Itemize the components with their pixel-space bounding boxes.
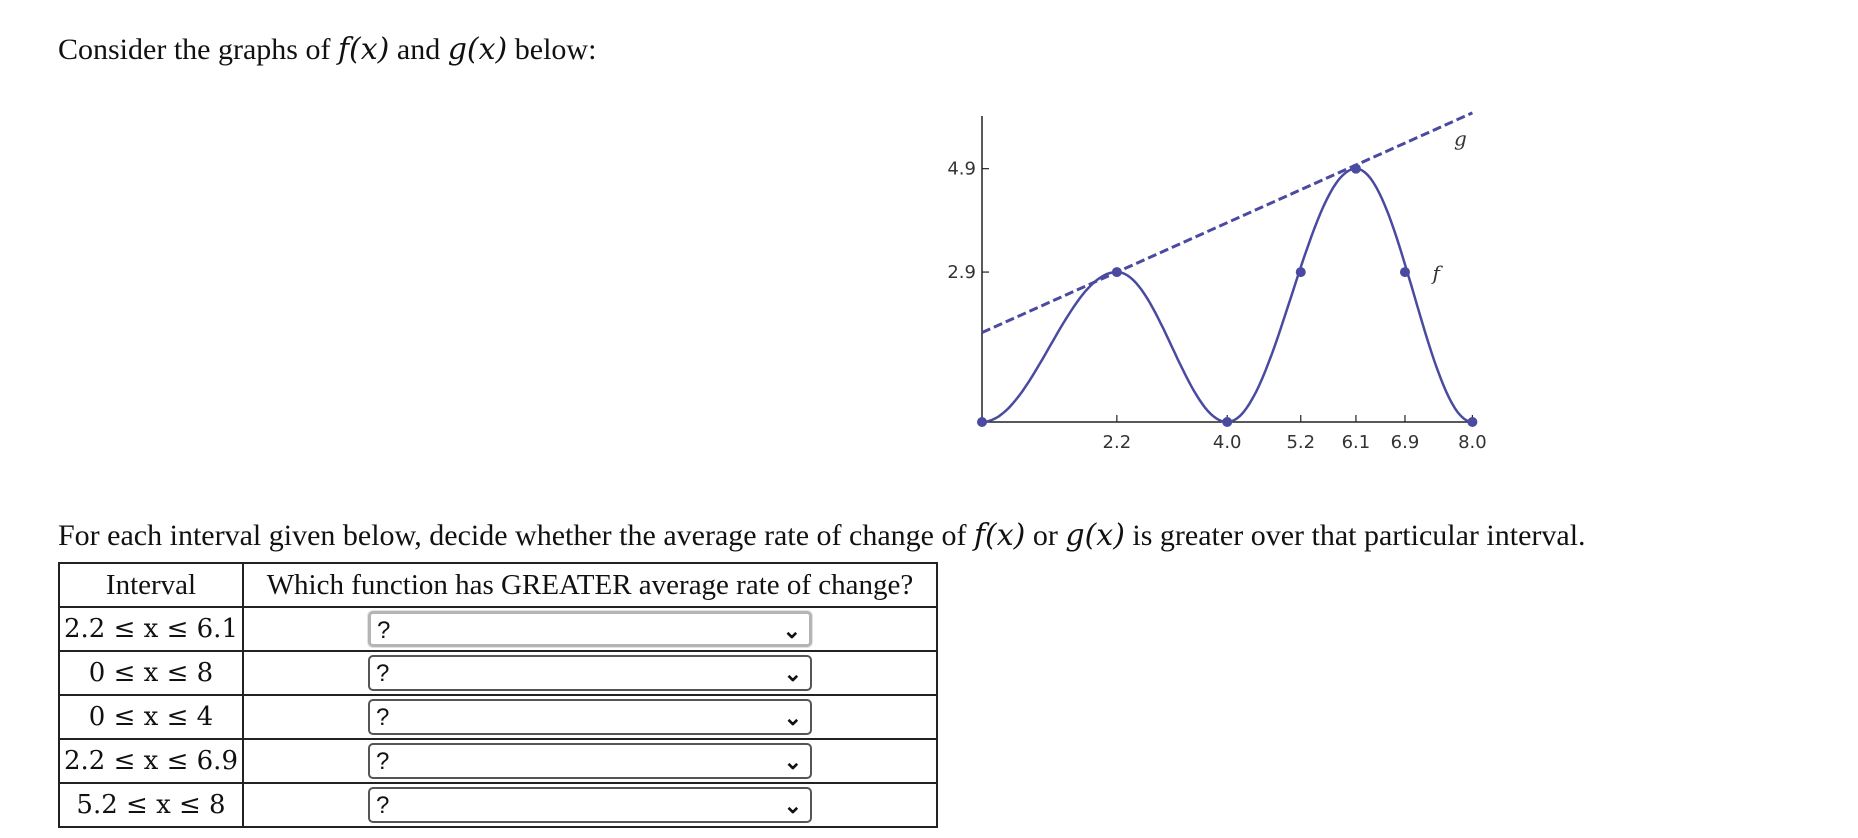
- interval-cell: 5.2 ≤ x ≤ 8: [59, 783, 243, 827]
- select-cell: [243, 607, 937, 651]
- select-cell: [243, 783, 937, 827]
- chevron-down-icon: ⌄: [783, 793, 802, 818]
- question-f-label: f(x): [973, 518, 1026, 553]
- interval-cell: 2.2 ≤ x ≤ 6.1: [59, 607, 243, 651]
- question-text: [58, 518, 1586, 553]
- interval-header: Interval: [59, 563, 243, 607]
- g-series-label: g: [1454, 126, 1467, 151]
- answer-dropdown[interactable]: [368, 743, 812, 779]
- x-tick-label: 4.0: [1212, 432, 1242, 453]
- question-or: or: [1025, 519, 1066, 552]
- f-marked-points: [977, 164, 1477, 427]
- question-g-label: g(x): [1065, 518, 1125, 553]
- selected-value: ?: [376, 660, 390, 687]
- function-header: Which function has GREATER average rate of change?: [243, 563, 937, 607]
- table-row: [59, 651, 937, 695]
- interval-cell: 0 ≤ x ≤ 8: [59, 651, 243, 695]
- data-point: [977, 417, 987, 427]
- data-point: [1112, 267, 1122, 277]
- data-point: [1467, 417, 1477, 427]
- f-series-curve: [982, 169, 1472, 422]
- x-tick-label: 6.1: [1341, 432, 1371, 453]
- y-tick-label: 2.9: [947, 262, 976, 284]
- chevron-down-icon: ⌄: [783, 749, 802, 774]
- answer-dropdown[interactable]: [368, 699, 812, 735]
- data-point: [1222, 417, 1232, 427]
- question-after: is greater over that particular interval.: [1124, 519, 1586, 552]
- data-point: [1296, 267, 1306, 277]
- x-tick-label: 5.2: [1286, 432, 1316, 453]
- chevron-down-icon: ⌄: [782, 618, 801, 643]
- ticks: [947, 159, 1486, 453]
- f-series-label: f: [1432, 260, 1440, 285]
- table-row: [59, 695, 937, 739]
- table-row: [59, 739, 937, 783]
- answer-table: [58, 562, 938, 828]
- x-tick-label: 2.2: [1102, 432, 1132, 453]
- table-header-row: [59, 563, 937, 607]
- select-cell: [243, 651, 937, 695]
- g-series-line: [982, 113, 1472, 333]
- selected-value: ?: [377, 617, 391, 644]
- chevron-down-icon: ⌄: [783, 705, 802, 730]
- answer-dropdown[interactable]: [368, 655, 812, 691]
- x-tick-label: 6.9: [1390, 432, 1420, 453]
- g-label: g(x): [447, 32, 508, 67]
- selected-value: ?: [376, 792, 390, 819]
- data-point: [1400, 267, 1410, 277]
- and-text: and: [389, 33, 448, 66]
- interval-cell: 0 ≤ x ≤ 4: [59, 695, 243, 739]
- table-row: [59, 783, 937, 827]
- y-tick-label: 4.9: [947, 158, 976, 180]
- f-label: f(x): [337, 32, 390, 67]
- selected-value: ?: [376, 704, 390, 731]
- selected-value: ?: [376, 748, 390, 775]
- function-graph: [930, 108, 1490, 468]
- intro-text: [58, 32, 596, 67]
- intro-after: below:: [507, 33, 597, 66]
- data-point: [1351, 164, 1361, 174]
- answer-dropdown[interactable]: [368, 787, 812, 823]
- x-tick-label: 8.0: [1458, 432, 1487, 453]
- select-cell: [243, 695, 937, 739]
- answer-dropdown[interactable]: [368, 611, 812, 647]
- intro-before: Consider the graphs of: [58, 33, 338, 66]
- interval-cell: 2.2 ≤ x ≤ 6.9: [59, 739, 243, 783]
- table-row: [59, 607, 937, 651]
- select-cell: [243, 739, 937, 783]
- question-before: For each interval given below, decide whether the average rate of change of: [58, 519, 974, 552]
- chevron-down-icon: ⌄: [783, 661, 802, 686]
